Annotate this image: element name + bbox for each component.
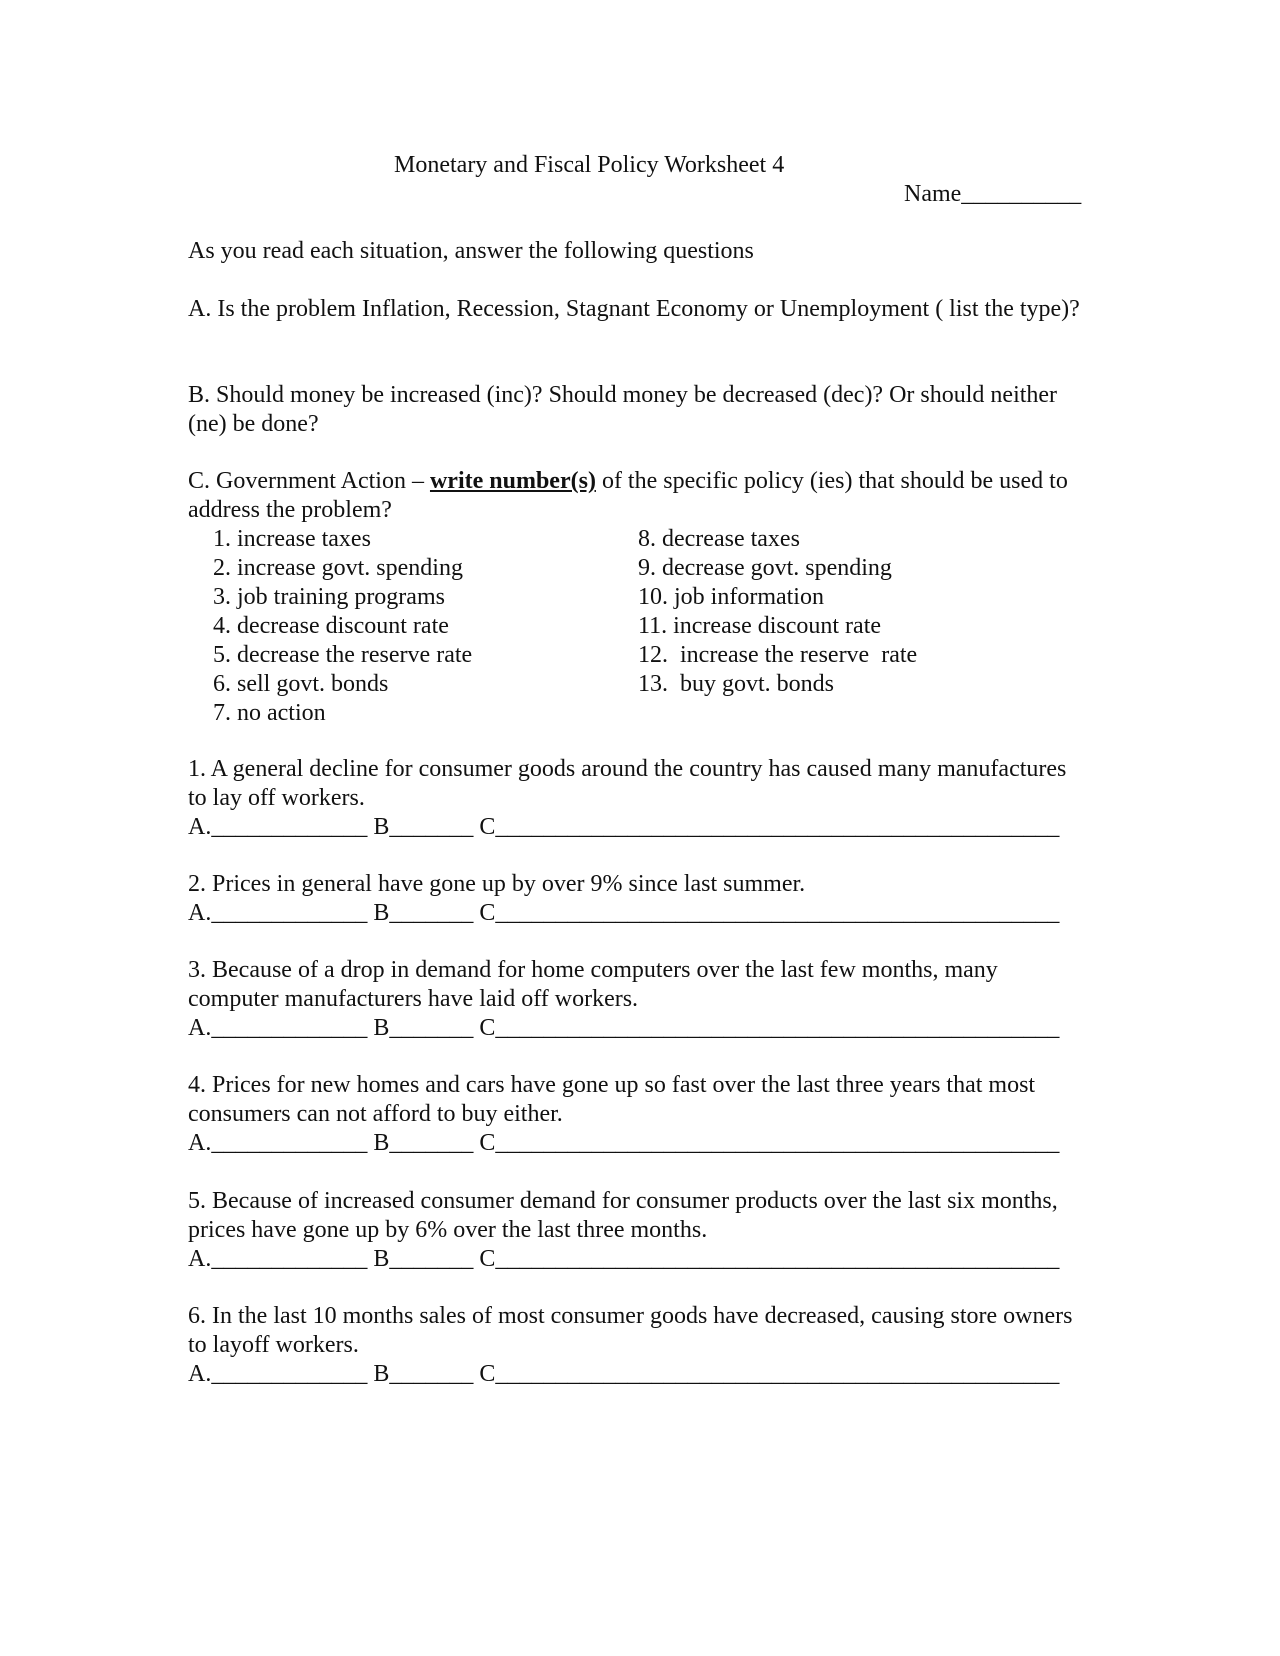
situation-1: [188, 755, 1088, 842]
situation-4: [188, 1071, 1088, 1158]
answer-blanks[interactable]: A._____________ B_______ C_______________________________________________: [188, 1246, 1060, 1272]
question-c: [188, 467, 1088, 525]
situation-2: [188, 870, 1088, 928]
situation-5: [188, 1187, 1088, 1274]
question-c-emphasis: write number(s): [429, 468, 596, 494]
policy-options-right: [638, 525, 917, 699]
situation-text: 6. In the last 10 months sales of most consumer goods have decreased, causing store owners to layoff workers.: [188, 1303, 1073, 1358]
situation-text: 2. Prices in general have gone up by over 9% since last summer.: [188, 871, 806, 897]
policy-option: 7. no action: [213, 700, 326, 726]
policy-option: 3. job training programs: [213, 584, 445, 610]
answer-blanks[interactable]: A._____________ B_______ C_______________________________________________: [188, 1361, 1060, 1387]
situation-text: 4. Prices for new homes and cars have gone up so fast over the last three years that most consumers can not afford to buy either.: [188, 1072, 1036, 1127]
question-a: A. Is the problem Inflation, Recession, Stagnant Economy or Unemployment ( list the type)?: [188, 296, 1080, 322]
policy-option: 1. increase taxes: [213, 526, 371, 552]
instructions: As you read each situation, answer the following questions: [188, 238, 754, 264]
answer-blanks[interactable]: A._____________ B_______ C_______________________________________________: [188, 1130, 1060, 1156]
question-c-tail: of the specific policy (ies) that should be used to address the problem?: [188, 468, 1068, 523]
policy-option: 5. decrease the reserve rate: [213, 642, 473, 668]
policy-option: 9. decrease govt. spending: [638, 555, 892, 581]
policy-option: 2. increase govt. spending: [213, 555, 463, 581]
policy-option: 6. sell govt. bonds: [213, 671, 389, 697]
policy-option: 10. job information: [638, 584, 824, 610]
page-title: Monetary and Fiscal Policy Worksheet 4: [394, 152, 785, 178]
policy-option: 11. increase discount rate: [638, 613, 882, 639]
question-b: B. Should money be increased (inc)? Should money be decreased (dec)? Or should neither (ne) be done?: [188, 382, 1058, 437]
situation-3: [188, 956, 1088, 1043]
answer-blanks[interactable]: A._____________ B_______ C_______________________________________________: [188, 900, 1060, 926]
policy-option: 8. decrease taxes: [638, 526, 800, 552]
answer-blanks[interactable]: A._____________ B_______ C_______________________________________________: [188, 1015, 1060, 1041]
answer-blanks[interactable]: A._____________ B_______ C_______________________________________________: [188, 814, 1060, 840]
policy-options-left: [213, 525, 472, 728]
situation-text: 5. Because of increased consumer demand for consumer products over the last six months, prices have gone up by 6% over the last three months.: [188, 1188, 1058, 1243]
situation-text: 1. A general decline for consumer goods around the country has caused many manufactures to lay off workers.: [188, 756, 1067, 811]
policy-option: 4. decrease discount rate: [213, 613, 449, 639]
question-c-lead: C. Government Action –: [188, 468, 430, 494]
situation-text: 3. Because of a drop in demand for home computers over the last few months, many computer manufacturers have laid off workers.: [188, 957, 998, 1012]
situation-6: [188, 1302, 1088, 1389]
policy-option: 13. buy govt. bonds: [638, 671, 835, 697]
name-field: Name__________: [904, 181, 1082, 207]
policy-option: 12. increase the reserve rate: [638, 642, 918, 668]
